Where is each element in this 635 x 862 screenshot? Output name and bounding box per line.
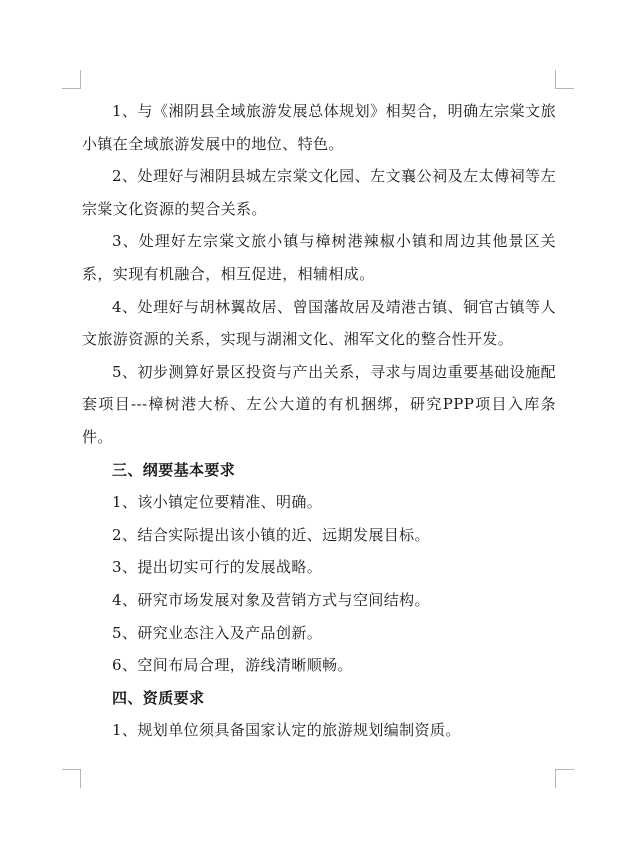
crop-mark-top-left [62,70,81,89]
requirement-item-4: 4、研究市场发展对象及营销方式与空间结构。 [112,590,430,609]
qualification-item-1: 1、规划单位须具备国家认定的旅游规划编制资质。 [112,721,461,740]
requirement-item-5: 5、研究业态注入及产品创新。 [112,623,323,642]
requirement-item-6: 6、空间布局合理，游线清晰顺畅。 [112,656,353,675]
requirement-item-3: 3、提出切实可行的发展战略。 [112,558,323,577]
requirement-item-1: 1、该小镇定位要精准、明确。 [112,493,323,512]
paragraph-3: 3、处理好左宗棠文旅小镇与樟树港辣椒小镇和周边其他景区关系，实现有机融合，相互促进，相辅相成。 [82,232,556,283]
crop-mark-top-right [555,70,574,89]
paragraph-2: 2、处理好与湘阴县城左宗棠文化园、左文襄公祠及左太傅祠等左宗棠文化资源的契合关系。 [82,167,556,218]
crop-mark-bottom-left [62,769,81,788]
paragraph-4: 4、处理好与胡林翼故居、曾国藩故居及靖港古镇、铜官古镇等人文旅游资源的关系，实现与湖湘文化、湘军文化的整合性开发。 [82,297,556,349]
section-heading-4: 四、资质要求 [112,688,205,707]
section-heading-3: 三、纲要基本要求 [112,460,236,479]
paragraph-1: 1、与《湘阴县全域旅游发展总体规划》相契合，明确左宗棠文旅小镇在全域旅游发展中的地位、特色。 [82,102,556,153]
requirement-item-2: 2、结合实际提出该小镇的近、远期发展目标。 [112,525,430,544]
paragraph-5: 5、初步测算好景区投资与产出关系，寻求与周边重要基础设施配套项目---樟树港大桥、左公大道的有机捆绑，研究PPP项目入库条件。 [82,362,556,446]
crop-mark-bottom-right [555,769,574,788]
document-body [82,95,556,747]
